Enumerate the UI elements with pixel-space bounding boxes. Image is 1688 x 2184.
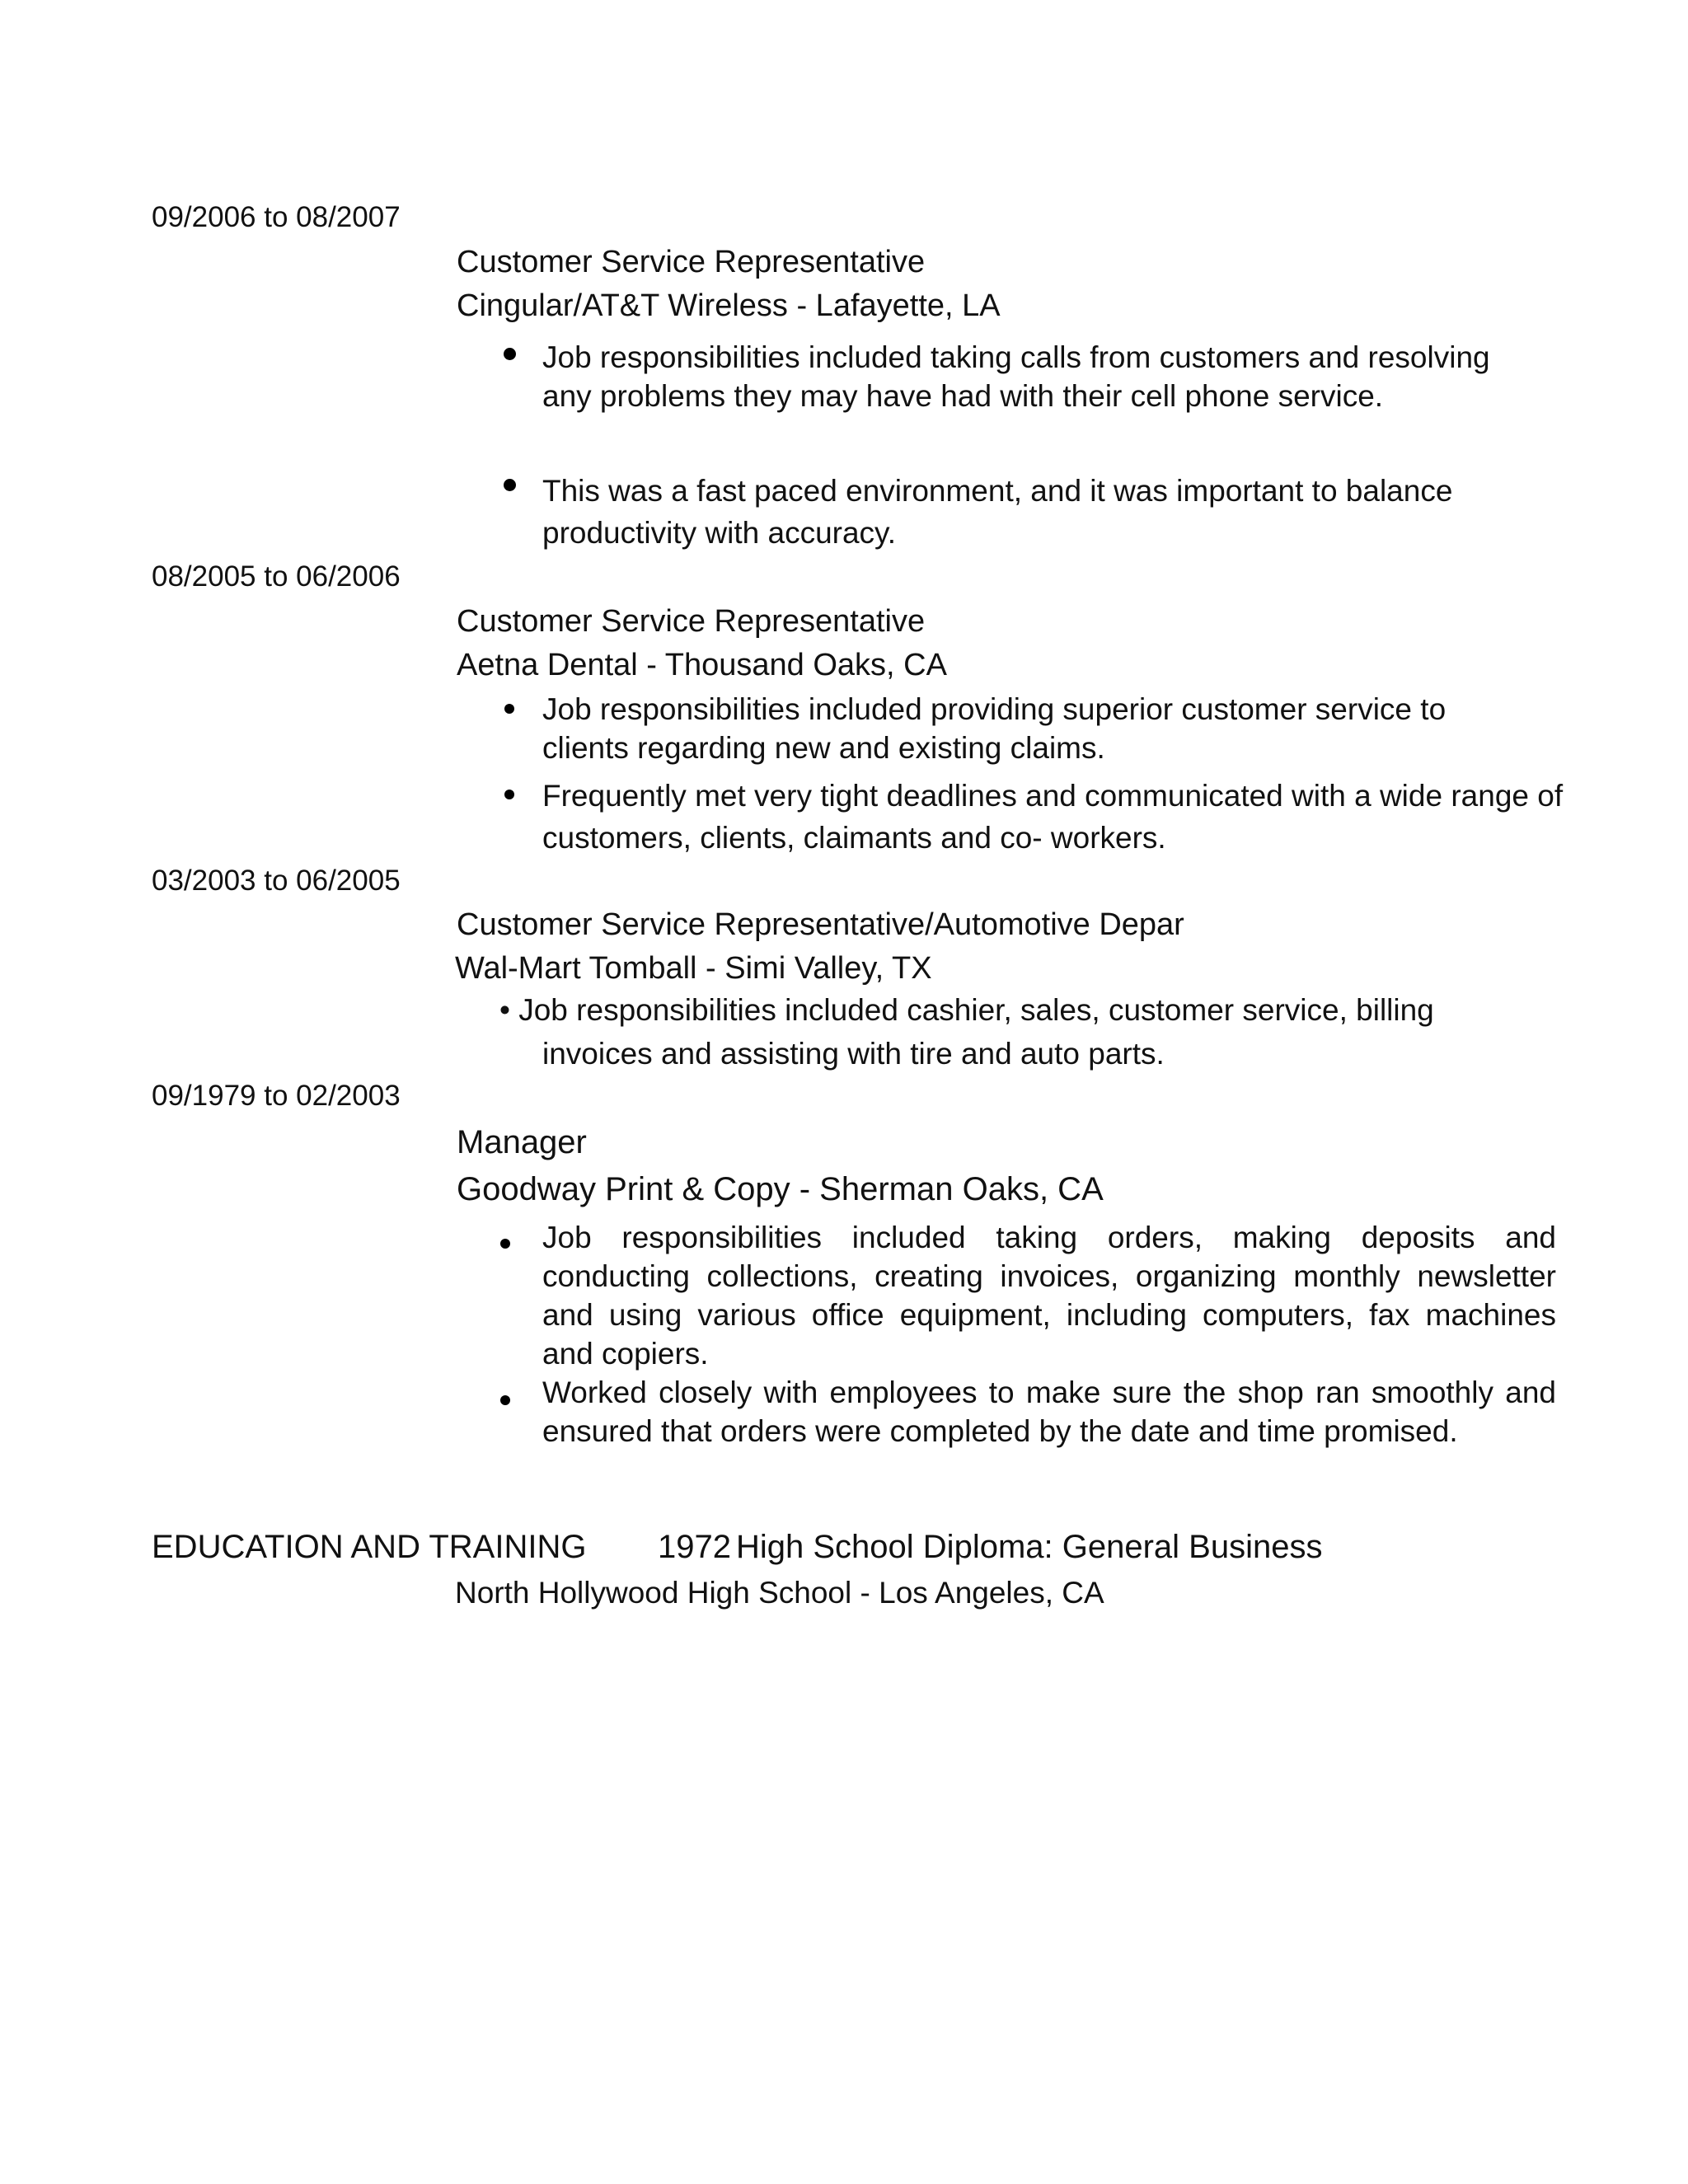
job-bullet xyxy=(499,988,1513,1076)
job-bullet: Worked closely with employees to make sure the shop ran smoothly and ensured that orders were completed by the date and time promised. xyxy=(542,1376,1556,1448)
job-dates: 09/2006 to 08/2007 xyxy=(152,201,401,233)
bullet-icon xyxy=(504,479,516,491)
education-heading: EDUCATION AND TRAINING xyxy=(152,1529,587,1565)
bullet-icon xyxy=(504,348,516,360)
job-dates: 09/1979 to 02/2003 xyxy=(152,1080,401,1112)
job-bullet-line: • Job responsibilities included cashier, sales, customer service, billing xyxy=(499,993,1434,1027)
job-bullet: Job responsibilities included providing superior customer service to clients regarding new and existing claims. xyxy=(542,692,1447,765)
bullet-icon xyxy=(504,790,514,799)
education-school: North Hollywood High School - Los Angeles, CA xyxy=(455,1576,1104,1610)
bullet-icon xyxy=(500,1239,510,1249)
job-title: Customer Service Representative/Automotive Depar xyxy=(457,907,1184,942)
education-degree: High School Diploma: General Business xyxy=(736,1529,1323,1565)
job-title: Customer Service Representative xyxy=(457,604,926,639)
job-employer: Wal-Mart Tomball - Simi Valley, TX xyxy=(455,951,932,986)
job-bullet: Frequently met very tight deadlines and communicated with a wide range of customers, clients, claimants and co- workers. xyxy=(542,779,1564,855)
job-bullet: Job responsibilities included taking orders, making deposits and conducting collections, creating invoices, organizing monthly newsletter and using various office equipment, including computers, fax machines and copiers. xyxy=(542,1221,1556,1371)
job-employer: Cingular/AT&T Wireless - Lafayette, LA xyxy=(457,288,1001,323)
education-year: 1972 xyxy=(658,1529,731,1565)
job-dates: 03/2003 to 06/2005 xyxy=(152,865,401,897)
job-employer: Aetna Dental - Thousand Oaks, CA xyxy=(457,648,947,682)
job-title: Customer Service Representative xyxy=(457,245,926,279)
bullet-icon xyxy=(500,1395,510,1405)
job-dates: 08/2005 to 06/2006 xyxy=(152,560,401,593)
job-title: Manager xyxy=(457,1124,587,1160)
job-bullet: Job responsibilities included taking calls from customers and resolving any problems they may have had with their cell phone service. xyxy=(542,340,1490,413)
job-bullet-line: invoices and assisting with tire and auto parts. xyxy=(542,1037,1165,1071)
job-bullet: This was a fast paced environment, and it was important to balance productivity with accuracy. xyxy=(542,474,1453,550)
bullet-icon xyxy=(504,704,514,714)
job-employer: Goodway Print & Copy - Sherman Oaks, CA xyxy=(457,1171,1104,1207)
